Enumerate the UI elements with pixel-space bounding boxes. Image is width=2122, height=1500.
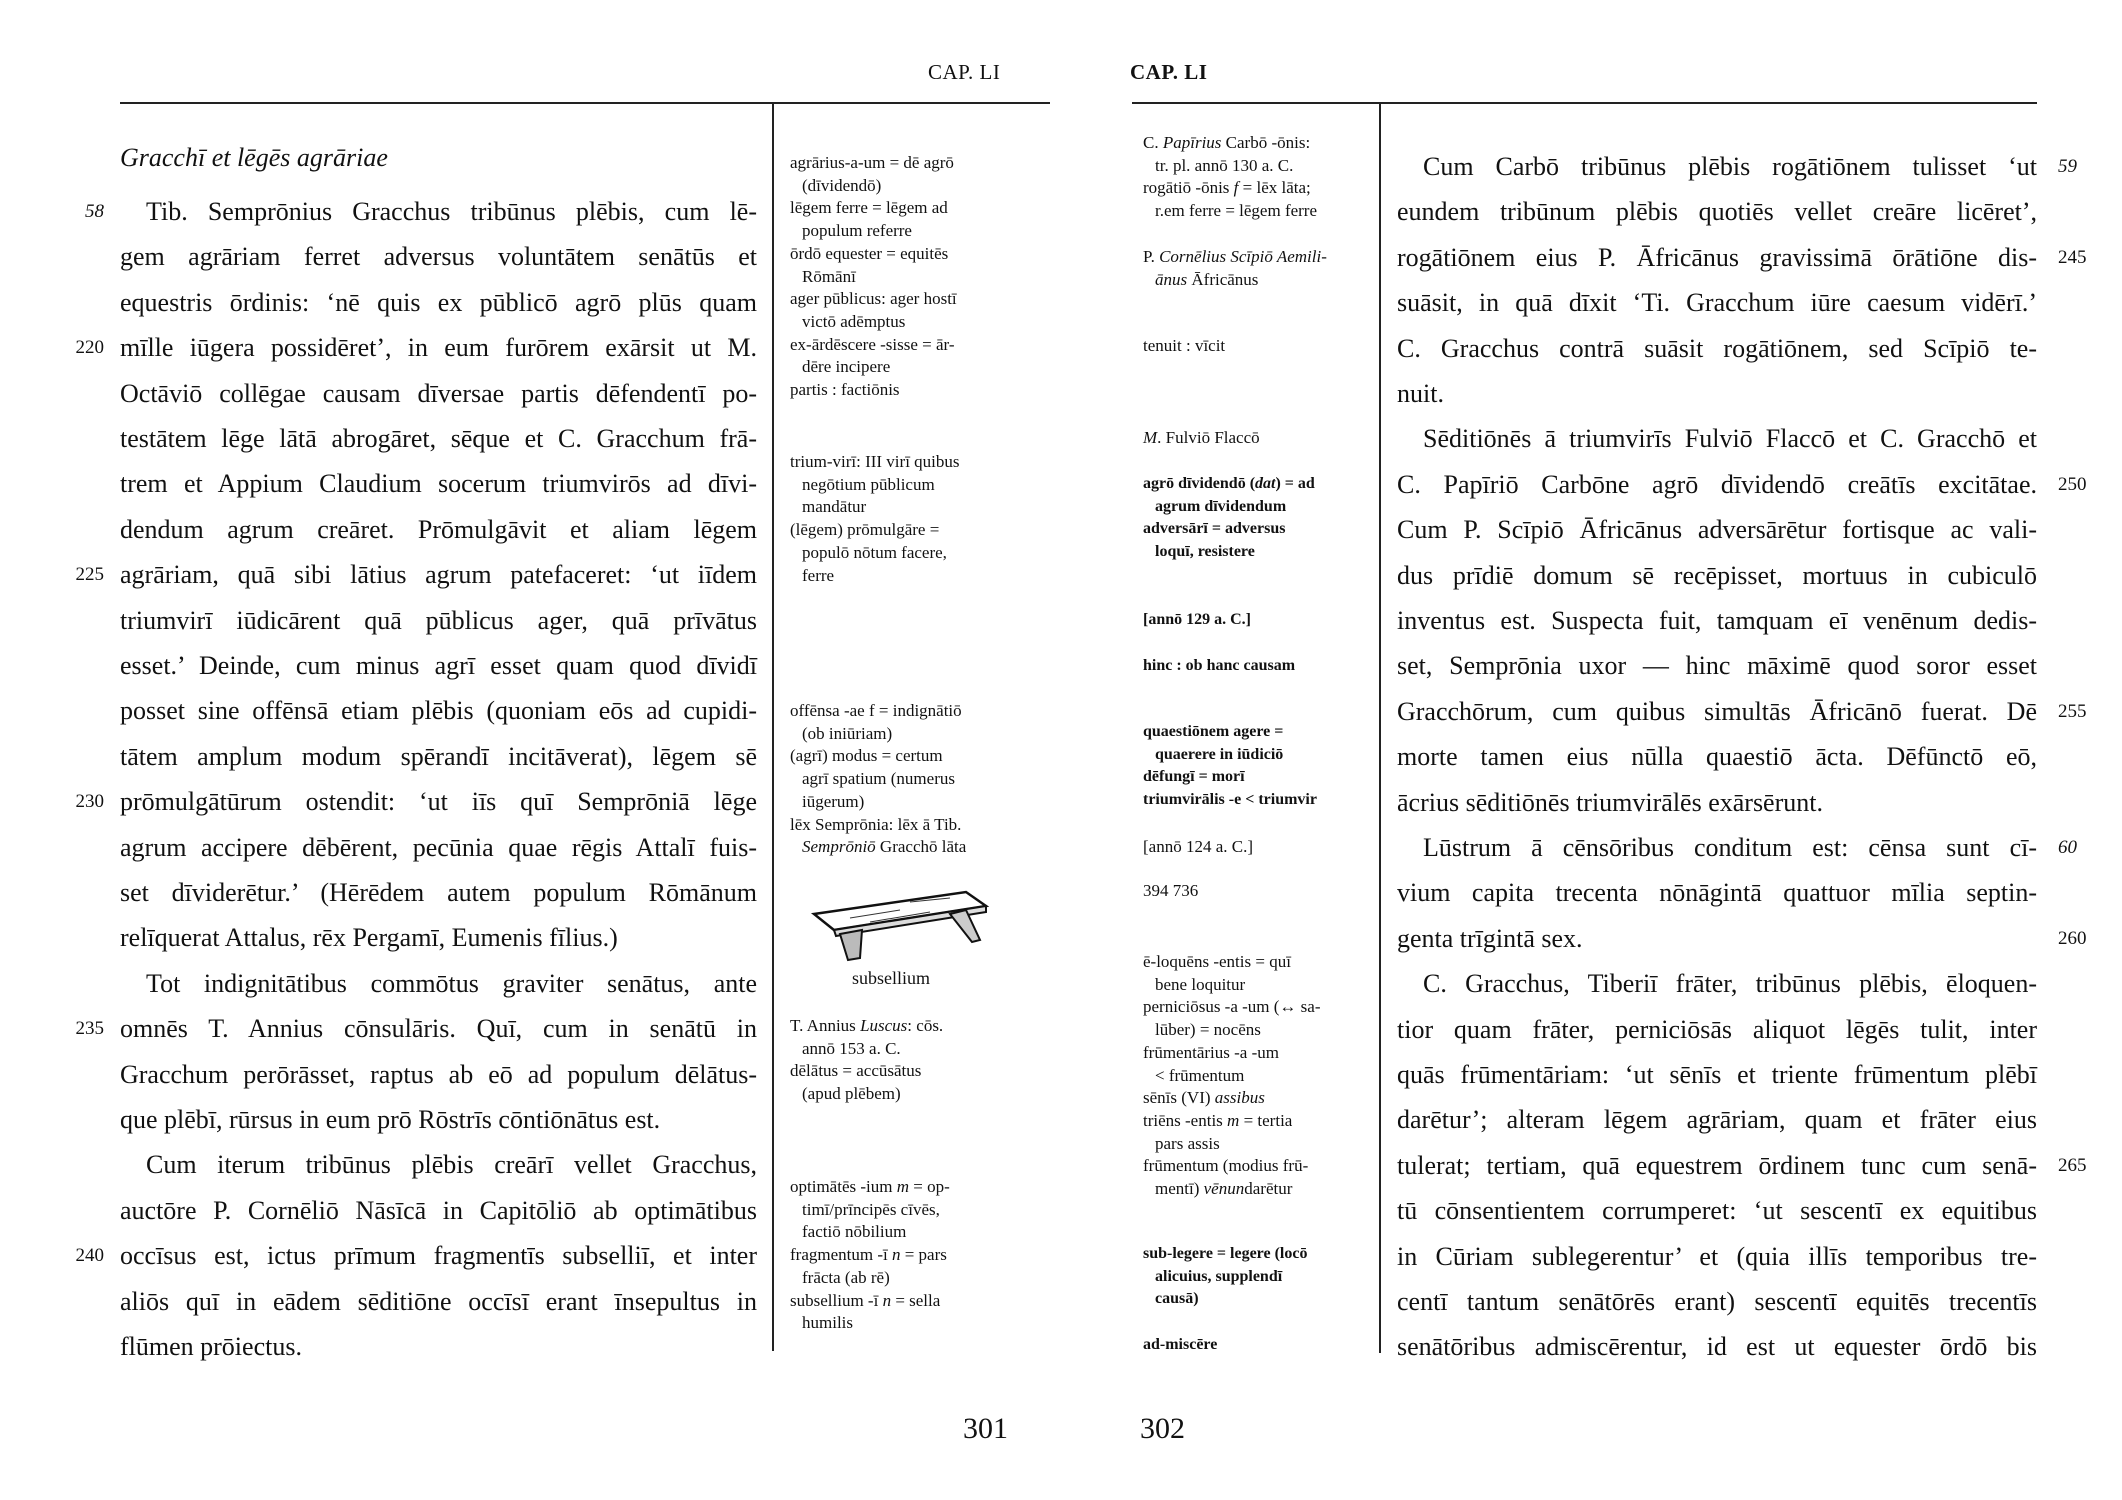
right-column-divider xyxy=(1379,103,1381,1353)
line-number: 245 xyxy=(2058,246,2087,268)
line-number: 230 xyxy=(75,791,104,813)
gloss-line: (ob iniūriam) xyxy=(802,723,893,743)
gloss-line: partis : factiōnis xyxy=(790,380,900,400)
gloss-line xyxy=(1143,246,1327,269)
text-line: tulerat; tertiam, quā equestrem ōrdinem tunc cum senā- xyxy=(1397,1150,2037,1180)
text-line: tū cōnsentientem corrumperet: ‘ut sescentī ex equitibus xyxy=(1397,1196,2037,1226)
text-line: posset sine offēnsā etiam plēbis (quoniam eōs ad cupidi- xyxy=(120,696,757,726)
right-header-rule xyxy=(1132,102,2037,104)
gloss-line: (lēgem) prōmulgāre = xyxy=(790,520,940,540)
gloss-line: adversārī = adversus xyxy=(1143,520,1286,538)
text-line: mīlle iūgera possidēret’, in eum furōrem exārsit ut M. xyxy=(120,333,757,363)
chapter-number: 60 xyxy=(2058,837,2077,858)
gloss-italic-segment: dat xyxy=(1255,475,1276,492)
gloss-segment: triēns -entis xyxy=(1143,1110,1228,1130)
text-line: auctōre P. Cornēliō Nāsīcā in Capitōliō ab optimātibus xyxy=(120,1195,757,1225)
gloss-segment: . Fulviō Flaccō xyxy=(1157,428,1260,447)
gloss-segment: : cōs. xyxy=(907,1016,944,1035)
margin-gloss xyxy=(790,152,957,402)
gloss-line: ōrdō equester = equitēs xyxy=(790,243,949,263)
gloss-line: tenuit : vīcit xyxy=(1143,336,1226,355)
gloss-line: ex-ārdēscere -sisse = ār- xyxy=(790,334,955,354)
text-line: C. Gracchus, Tiberiī frāter, tribūnus plēbis, ēloquen- xyxy=(1423,969,2037,999)
gloss-italic-segment: M xyxy=(1143,428,1158,447)
chapter-number: 58 xyxy=(85,201,104,222)
gloss-segment: C. xyxy=(1143,133,1163,152)
line-number: 250 xyxy=(2058,473,2087,495)
text-line: inventus est. Suspecta fuit, tamquam eī venēnum dedis- xyxy=(1397,606,2037,635)
text-line: Cum iterum tribūnus plēbis creārī vellet Gracchus, xyxy=(146,1150,757,1180)
gloss-line: perniciōsus -a -um (↔ sa- xyxy=(1143,997,1321,1017)
text-line: Tot indignitātibus commōtus graviter senātus, ante xyxy=(146,968,757,998)
margin-gloss xyxy=(1143,1334,1217,1357)
gloss-line: (apud plēbem) xyxy=(802,1084,901,1104)
text-line: Cum P. Scīpiō Āfricānus adversārētur fortisque ac vali- xyxy=(1397,515,2037,545)
text-line: eundem tribūnum plēbis quotiēs vellet creāre licēret’, xyxy=(1397,197,2037,227)
text-line: Sēditiōnēs ā triumvirīs Fulviō Flaccō et C. Gracchō et xyxy=(1423,424,2037,454)
text-line: in Cūriam sublegerentur’ et (quia illīs temporibus tre- xyxy=(1397,1241,2037,1271)
gloss-line xyxy=(1143,1110,1321,1133)
gloss-line xyxy=(790,1176,950,1199)
line-number: 265 xyxy=(2058,1154,2087,1176)
gloss-line: mandātur xyxy=(802,497,867,517)
text-line: darētur’; alteram lēgem agrāriam, quam et frāter eius xyxy=(1397,1105,2037,1135)
left-header-rule xyxy=(120,102,1050,104)
gloss-line: alicuius, supplendī xyxy=(1155,1267,1283,1285)
gloss-line: loquī, resistere xyxy=(1155,543,1255,561)
gloss-line: (agrī) modus = certum xyxy=(790,746,943,766)
gloss-line: ager pūblicus: ager hostī xyxy=(790,289,957,309)
text-line: morte tamen eius nūlla quaestiō ācta. Dēfūnctō eō, xyxy=(1397,742,2037,772)
margin-gloss xyxy=(790,1176,950,1335)
gloss-line: humilis xyxy=(802,1313,854,1333)
gloss-line: timī/prīncipēs cīvēs, xyxy=(802,1199,940,1219)
gloss-line: offēnsa -ae f = indignātiō xyxy=(790,701,962,720)
text-line: tātem amplum modum spērandī incitāverat), lēgem sē xyxy=(120,741,757,771)
right-running-head: CAP. LI xyxy=(1130,60,1208,84)
gloss-italic-segment: Cornēlius Scīpiō Aemili- xyxy=(1159,247,1327,266)
text-line: Cum Carbō tribūnus plēbis rogātiōnem tulisset ‘ut xyxy=(1423,152,2037,181)
gloss-segment: P. xyxy=(1143,247,1160,266)
text-line: Tib. Semprōnius Gracchus tribūnus plēbis, cum lē- xyxy=(146,197,757,226)
gloss-italic-segment: f xyxy=(1233,178,1239,198)
margin-gloss xyxy=(1143,1243,1307,1311)
gloss-line: frācta (ab rē) xyxy=(802,1267,890,1287)
gloss-italic-segment: m xyxy=(896,1177,909,1196)
gloss-line xyxy=(1143,427,1260,450)
left-column-divider xyxy=(772,103,774,1351)
gloss-line: frūmentum (modius frū- xyxy=(1143,1156,1309,1176)
gloss-italic-segment: Luscus xyxy=(860,1016,908,1035)
gloss-line: Rōmānī xyxy=(802,266,856,286)
gloss-italic-segment: vēnun xyxy=(1203,1179,1245,1199)
margin-gloss xyxy=(1143,951,1321,1201)
line-number: 235 xyxy=(75,1018,104,1040)
text-line: rogātiōnem eius P. Āfricānus gravissimā ōrātiōne dis- xyxy=(1397,242,2037,272)
gloss-line: < frūmentum xyxy=(1155,1065,1245,1085)
gloss-segment: darētur xyxy=(1244,1179,1293,1199)
gloss-segment: = lēx lāta; xyxy=(1238,178,1311,198)
text-line: omnēs T. Annius cōnsulāris. Quī, cum in senātū in xyxy=(120,1014,757,1044)
gloss-line: dēre incipere xyxy=(802,357,891,377)
text-line: trem et Appium Claudium socerum triumvirōs ad dīvi- xyxy=(120,469,757,499)
gloss-line: ferre xyxy=(802,565,835,585)
text-line: prōmulgātūrum ostendit: ‘ut iīs quī Semprōniā lēge xyxy=(120,787,757,817)
gloss-line: bene loquitur xyxy=(1155,974,1246,994)
gloss-line xyxy=(1143,1087,1321,1110)
text-line: C. Papīriō Carbōne agrō dīvidendō creātīs excitātae. xyxy=(1397,469,2037,499)
gloss-line: trium-virī: III virī quibus xyxy=(790,452,960,471)
margin-gloss xyxy=(790,451,960,587)
gloss-line: causā) xyxy=(1155,1290,1199,1308)
text-line: dendum agrum creāret. Prōmulgāvit et aliam lēgem xyxy=(120,514,757,544)
section-heading: Gracchī et lēgēs agrāriae xyxy=(120,143,388,172)
margin-gloss xyxy=(1143,721,1317,812)
chapter-number: 59 xyxy=(2058,156,2077,177)
gloss-line xyxy=(790,1244,950,1267)
gloss-segment: fragmentum -ī xyxy=(790,1245,892,1265)
gloss-segment: Āfricānus xyxy=(1187,269,1259,289)
text-line: suāsit, in quā dīxit ‘Ti. Gracchum iūre caesum vidērī.’ xyxy=(1397,288,2037,318)
gloss-segment: = pars xyxy=(900,1245,947,1265)
gloss-segment: ) = ad xyxy=(1275,475,1315,492)
text-line: Lūstrum ā cēnsōribus conditum est: cēnsa sunt cī- xyxy=(1423,833,2037,862)
left-page-number: 301 xyxy=(963,1412,1008,1445)
gloss-line xyxy=(1143,132,1317,155)
text-line: C. Gracchus contrā suāsit rogātiōnem, sed Scīpiō te- xyxy=(1397,333,2037,363)
gloss-line: r.em ferre = lēgem ferre xyxy=(1155,201,1318,221)
gloss-line: victō adēmptus xyxy=(802,311,906,331)
gloss-line xyxy=(1143,269,1327,292)
gloss-line: hinc : ob hanc causam xyxy=(1143,657,1296,674)
gloss-segment: rogātiō -ōnis xyxy=(1143,178,1234,198)
text-line: gem agrāriam ferret adversus voluntātem senātūs et xyxy=(120,242,757,272)
text-line: tior quam frāter, perniciōsās aliquot lēgēs tulit, inter xyxy=(1397,1014,2037,1044)
bench-icon xyxy=(810,888,990,964)
text-line: equestris ōrdinis: ‘nē quis ex pūblicō agrō plūs quam xyxy=(120,287,757,317)
gloss-line: lūber) = nocēns xyxy=(1155,1020,1261,1040)
text-line: agrāriam, quā sibi lātius agrum patefaceret: ‘ut iīdem xyxy=(120,560,757,590)
gloss-line: [annō 129 a. C.] xyxy=(1143,611,1252,628)
gloss-segment: Gracchō lāta xyxy=(875,837,967,857)
text-line: occīsus est, ictus prīmum fragmentīs subselliī, et inter xyxy=(120,1241,757,1271)
gloss-line xyxy=(1143,473,1315,496)
line-number: 255 xyxy=(2058,700,2087,722)
gloss-italic-segment: Semprōniō xyxy=(802,837,876,857)
line-number: 220 xyxy=(75,337,104,359)
gloss-line: (dīvidendō) xyxy=(802,175,882,195)
gloss-segment: sēnīs (VI) xyxy=(1143,1088,1215,1108)
gloss-line: annō 153 a. C. xyxy=(802,1038,901,1058)
text-line: Octāviō collēgae causam dīversae partis dēfendentī po- xyxy=(120,378,757,408)
gloss-line: frūmentārius -a -um xyxy=(1143,1042,1279,1062)
line-number: 240 xyxy=(75,1245,104,1267)
gloss-italic-segment: n xyxy=(891,1245,901,1265)
margin-gloss xyxy=(1143,132,1317,223)
gloss-line xyxy=(790,1290,950,1313)
text-line: senātōribus admiscērentur, id est ut equester ōrdō bis xyxy=(1397,1332,2037,1362)
left-running-head: CAP. LI xyxy=(928,60,1001,84)
gloss-italic-segment: assibus xyxy=(1214,1088,1265,1108)
right-page-number: 302 xyxy=(1140,1412,1185,1445)
text-line: triumvirī iūdicārent quā pūblicus ager, quā prīvātus xyxy=(120,605,757,635)
gloss-line xyxy=(1143,1178,1321,1201)
margin-gloss xyxy=(1143,335,1225,358)
text-line: Gracchum perōrāsset, raptus ab eō ad populum dēlātus- xyxy=(120,1059,757,1089)
gloss-line: ad-miscēre xyxy=(1143,1336,1218,1353)
text-line: centī tantum senātōrēs erant) sescentī equitēs trecentīs xyxy=(1397,1287,2037,1316)
margin-gloss xyxy=(1143,246,1327,291)
text-line: set dīviderētur.’ (Hērēdem autem populum Rōmānum xyxy=(120,878,757,907)
text-line: relīquerat Attalus, rēx Pergamī, Eumenis fīlius.) xyxy=(120,923,618,953)
gloss-line: sub-legere = legere (locō xyxy=(1143,1245,1308,1262)
margin-gloss xyxy=(790,1015,943,1106)
text-line: aliōs quī in eādem sēditiōne occīsī erant īnsepultus in xyxy=(120,1286,757,1316)
illustration-caption: subsellium xyxy=(852,968,931,988)
gloss-italic-segment: m xyxy=(1227,1110,1240,1130)
gloss-segment: Carbō -ōnis: xyxy=(1221,133,1311,152)
gloss-line: agrum dīvidendum xyxy=(1155,497,1287,515)
text-line: que plēbī, rūrsus in eum prō Rōstrīs cōntiōnātus est. xyxy=(120,1105,661,1134)
gloss-line: negōtium pūblicum xyxy=(802,474,935,494)
gloss-segment: subsellium -ī xyxy=(790,1290,883,1310)
gloss-segment: mentī) xyxy=(1155,1179,1204,1199)
gloss-segment: T. Annius xyxy=(790,1016,861,1035)
gloss-segment: = op- xyxy=(909,1177,950,1196)
gloss-line: [annō 124 a. C.] xyxy=(1143,837,1254,856)
gloss-line: agrī spatium (numerus xyxy=(802,769,955,789)
text-line: agrum accipere dēbērent, pecūnia quae rēgis Attalī fuis- xyxy=(120,832,757,862)
gloss-line xyxy=(1143,177,1317,200)
text-line: flūmen prōiectus. xyxy=(120,1332,302,1361)
line-number: 225 xyxy=(75,564,104,586)
gloss-line: dēfungī = morī xyxy=(1143,768,1245,786)
gloss-line: iūgerum) xyxy=(802,791,865,811)
text-line: dus prīdiē domum sē recēpisset, mortuus in cubiculō xyxy=(1397,560,2037,590)
text-line: nuit. xyxy=(1397,379,1444,408)
gloss-line: lēx Semprōnia: lēx ā Tib. xyxy=(790,814,962,834)
text-line: ācrius sēditiōnēs triumvirālēs exārsērunt. xyxy=(1397,787,1823,817)
text-line: vium capita trecenta nōnāgintā quattuor mīlia septin- xyxy=(1397,878,2037,908)
gloss-line: lēgem ferre = lēgem ad xyxy=(790,198,948,218)
gloss-segment: optimātēs -ium xyxy=(790,1177,897,1196)
margin-gloss xyxy=(1143,655,1295,678)
text-line: esset.’ Deinde, cum minus agrī esset quam quod dīvidī xyxy=(120,651,757,680)
text-line: genta trīgintā sex. xyxy=(1397,923,1583,953)
text-line: quās frūmentāriam: ‘ut sēnīs et triente frūmentum plēbī xyxy=(1397,1060,2037,1089)
margin-gloss xyxy=(1143,880,1198,903)
gloss-line: dēlātus = accūsātus xyxy=(790,1061,922,1081)
gloss-segment: agrō dīvidendō ( xyxy=(1143,475,1256,492)
text-line: set, Semprōnia uxor — hinc māximē quod soror esset xyxy=(1397,651,2037,681)
gloss-line: factiō nōbilium xyxy=(802,1222,907,1242)
gloss-line: 394 736 xyxy=(1143,881,1199,900)
gloss-italic-segment: ānus xyxy=(1155,269,1188,289)
gloss-line xyxy=(790,836,966,859)
gloss-line: populō nōtum facere, xyxy=(802,542,947,562)
gloss-line: agrārius-a-um = dē agrō xyxy=(790,153,954,172)
gloss-segment: = tertia xyxy=(1239,1110,1293,1130)
gloss-italic-segment: Papīrius xyxy=(1162,133,1222,152)
margin-gloss xyxy=(1143,473,1315,564)
gloss-italic-segment: n xyxy=(882,1290,892,1310)
margin-gloss xyxy=(1143,836,1253,859)
margin-gloss xyxy=(1143,609,1251,632)
margin-gloss xyxy=(790,700,966,859)
margin-gloss xyxy=(1143,427,1260,450)
gloss-segment: = sella xyxy=(891,1290,941,1310)
text-line: Gracchōrum, cum quibus simultās Āfricānō fuerat. Dē xyxy=(1397,696,2037,726)
text-line: testātem lēge lātā abrogāret, sēque et C. Gracchum frā- xyxy=(120,424,757,453)
gloss-line: populum referre xyxy=(802,221,912,241)
gloss-line: pars assis xyxy=(1155,1133,1220,1153)
gloss-line: tr. pl. annō 130 a. C. xyxy=(1155,155,1294,175)
gloss-line: quaerere in iūdiciō xyxy=(1155,745,1284,763)
line-number: 260 xyxy=(2058,927,2087,949)
gloss-line xyxy=(790,1015,943,1038)
gloss-line: triumvirālis -e < triumvir xyxy=(1143,791,1317,809)
gloss-line: ē-loquēns -entis = quī xyxy=(1143,952,1291,971)
gloss-line: quaestiōnem agere = xyxy=(1143,723,1284,740)
